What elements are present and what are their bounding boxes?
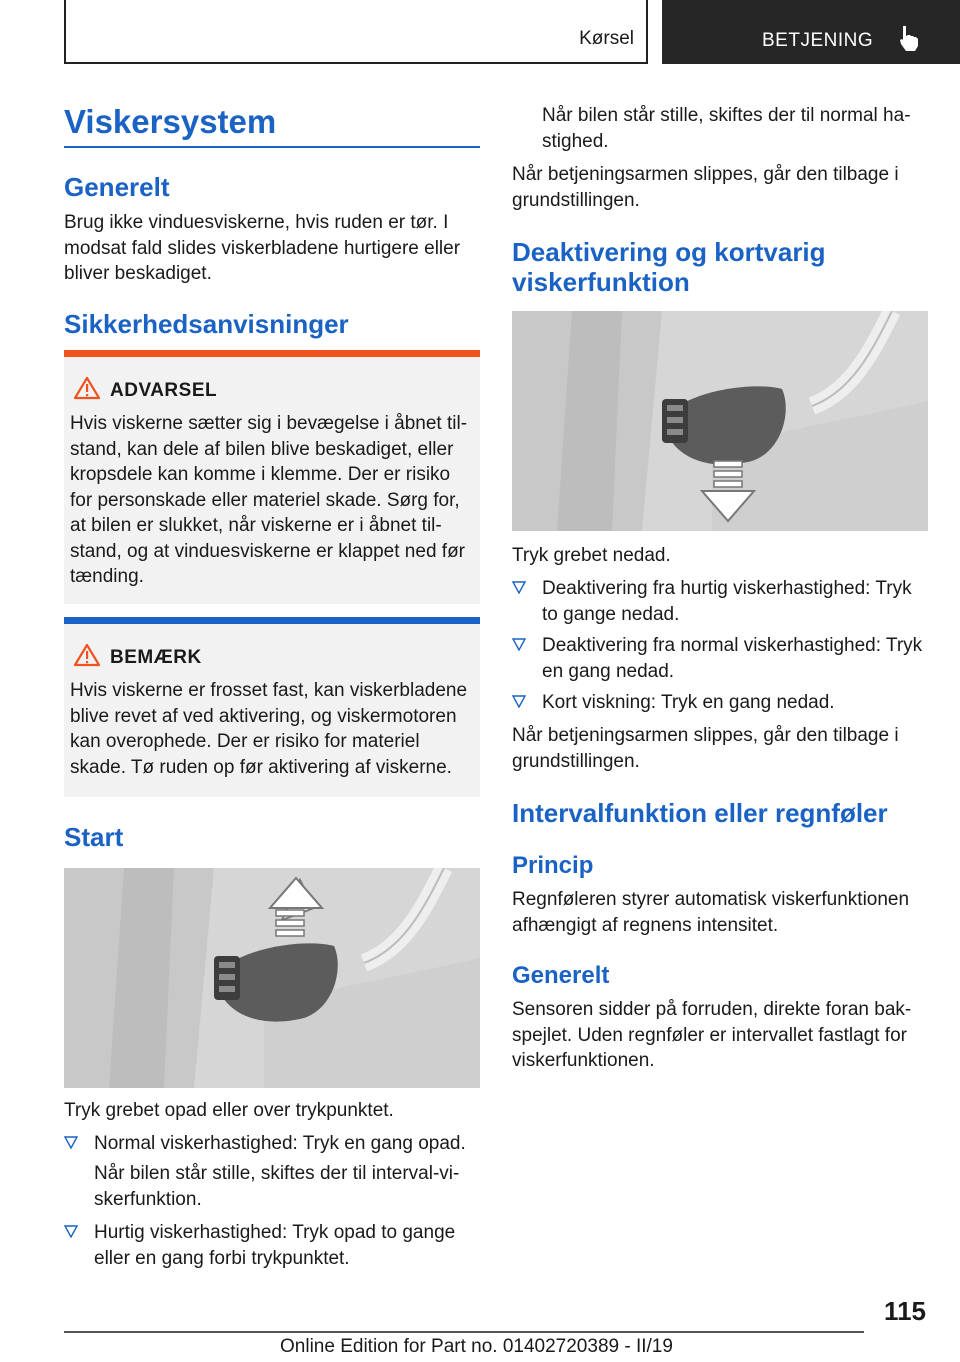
deactivation-caption: Tryk grebet nedad.: [512, 545, 671, 566]
generelt-heading: Generelt: [64, 172, 170, 202]
continued-text: Når bilen står stille, skiftes der til normal hastighed.: [542, 105, 911, 152]
warning-box: [64, 350, 480, 604]
pointing-hand-icon: [898, 24, 920, 52]
header-chapter-label: BETJENING: [762, 30, 874, 51]
generelt-text: Brug ikke vinduesviskerne, hvis ruden er tør. I modsat fald slides viskerbladene hurtigere eller bliver beskadiget.: [64, 212, 461, 284]
bullet-sub-text: Når bilen står stille, skiftes der til interval-viskerfunktion.: [94, 1163, 460, 1210]
note-title: BEMÆRK: [110, 647, 202, 668]
edition-text: Online Edition for Part no. 01402720389 - II/19: [280, 1336, 673, 1357]
note-text: Hvis viskerne er frosset fast, kan viskerbladene blive revet af ved aktivering, og viskermotoren kan overophede. Der er risiko for materiel skade. Tø ruden op før aktivering af viskerne.: [70, 680, 468, 778]
interval-heading: Intervalfunktion eller regnføler: [512, 798, 888, 828]
deactivation-heading: Deaktivering og kortvarig viskerfunktion: [512, 237, 826, 297]
triangle-bullet-icon: [512, 637, 526, 651]
list-item: [512, 690, 928, 716]
generelt-heading-right: Generelt: [512, 962, 610, 989]
header-section-tab: [64, 0, 648, 64]
release-text: Når betjeningsarmen slippes, går den tilbage i grundstillingen.: [512, 164, 899, 211]
triangle-bullet-icon: [64, 1224, 78, 1238]
bullet-text: Deaktivering fra normal viskerhastighed: Tryk en gang nedad.: [542, 635, 923, 682]
list-item: [64, 1131, 480, 1157]
bullet-text: Kort viskning: Tryk en gang nedad.: [542, 692, 835, 713]
page-title: Viskersystem: [64, 103, 277, 140]
caution-triangle-icon: [74, 643, 100, 667]
bullet-text: Hurtig viskerhastighed: Tryk opad to gange eller en gang forbi trykpunktet.: [94, 1222, 456, 1269]
start-heading: Start: [64, 822, 124, 852]
triangle-bullet-icon: [64, 1135, 78, 1149]
header-section-label: Kørsel: [579, 28, 634, 49]
bullet-text: Deaktivering fra hurtig viskerhastighed: Tryk to gange nedad.: [542, 578, 912, 625]
footer-rule: [64, 1331, 864, 1333]
princip-heading: Princip: [512, 852, 594, 879]
warning-text: Hvis viskerne sætter sig i bevægelse i åbnet tilstand, kan dele af bilen blive beskadiget, eller kropsdele kan komme i klemme. Der er risiko for personskade eller materiel skade. Sørg for, at bilen er slukket, når viskerne er i åbnet tilstand, og at vinduesviskerne er klappet ned før tænding.: [70, 413, 468, 587]
warning-triangle-icon: [74, 376, 100, 400]
list-item: [512, 576, 928, 628]
list-item: [512, 633, 928, 685]
warning-title: ADVARSEL: [110, 380, 218, 401]
wiper-stalk-down-illustration: [512, 311, 928, 531]
warning-bar: [64, 350, 480, 357]
list-item: [64, 1220, 480, 1272]
start-caption: Tryk grebet opad eller over trykpunktet.: [64, 1100, 394, 1121]
generelt-text-right: Sensoren sidder på forruden, direkte foran bakspejlet. Uden regnføler er intervallet fastlagt for viskerfunktionen.: [512, 999, 912, 1071]
triangle-bullet-icon: [512, 580, 526, 594]
note-box: [64, 617, 480, 797]
wiper-stalk-up-illustration: [64, 868, 480, 1088]
safety-heading: Sikkerhedsanvisninger: [64, 309, 349, 339]
release-text-2: Når betjeningsarmen slippes, går den tilbage i grundstillingen.: [512, 725, 899, 772]
note-bar: [64, 617, 480, 624]
bullet-text: Normal viskerhastighed: Tryk en gang opad.: [94, 1133, 466, 1154]
header-chapter-tab: [662, 0, 960, 64]
title-rule: [64, 146, 480, 148]
page-number: 115: [884, 1296, 926, 1326]
princip-text: Regnføleren styrer automatisk viskerfunktionen afhængigt af regnens intensitet.: [512, 889, 910, 936]
triangle-bullet-icon: [512, 694, 526, 708]
